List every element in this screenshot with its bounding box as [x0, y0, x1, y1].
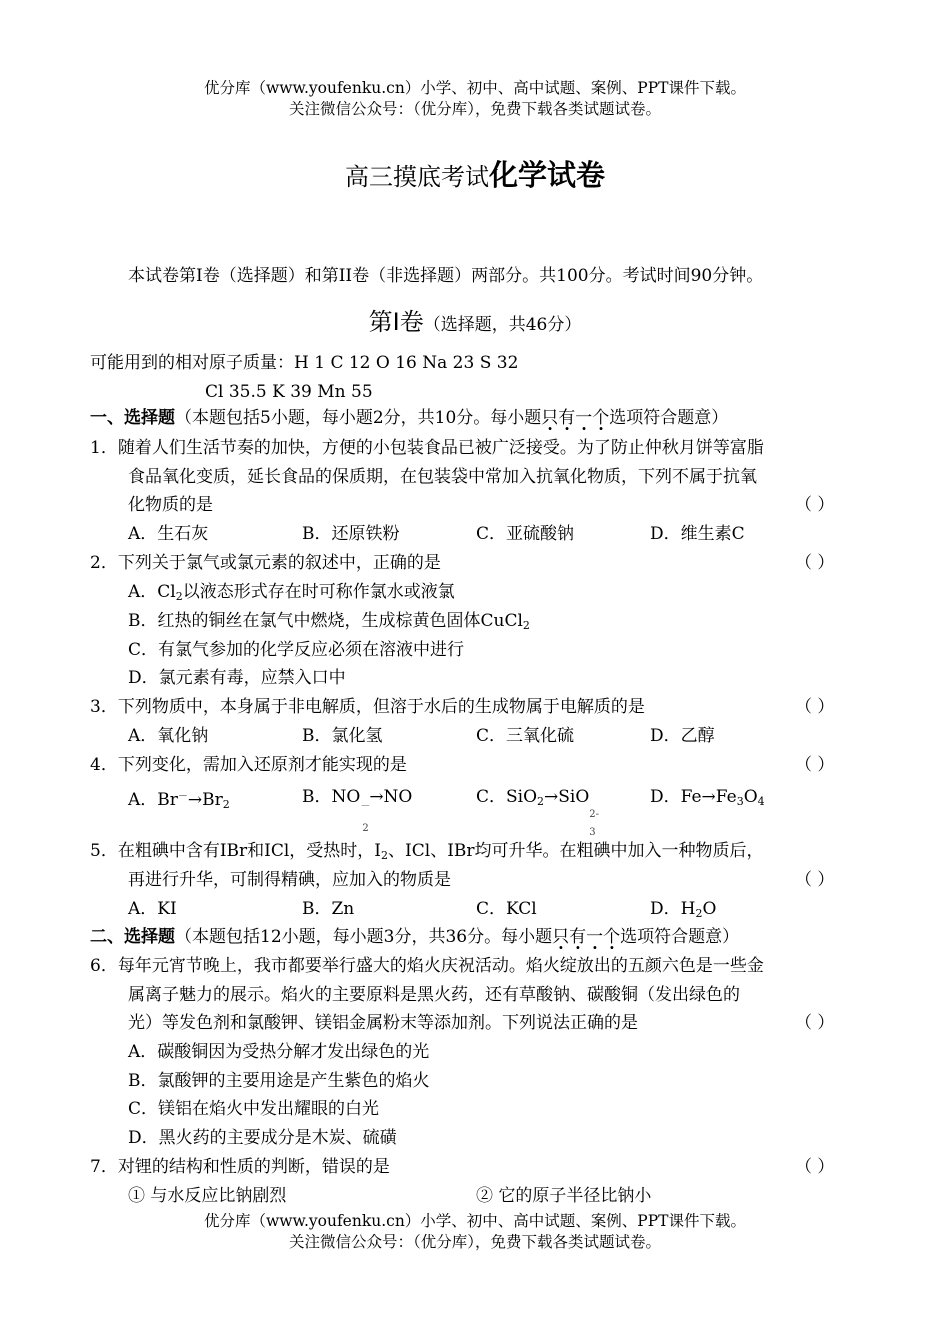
q5-option-d [650, 898, 716, 925]
q4-opt-c-mid: →SiO [544, 787, 590, 807]
section2-note-a: （本题包括12小题，每小题3分，共36分。每小题 [175, 927, 553, 947]
q4-opt-a-sup: － [177, 791, 188, 802]
q5-line1-b: 、ICl、IBr均可升华。在粗碘中加入一种物质后， [388, 841, 764, 861]
q5-option-a: A．KI [128, 899, 177, 919]
title-normal: 高三摸底考试 [344, 163, 489, 191]
q4-opt-b-sup: － [360, 801, 371, 812]
q4-opt-a-pre: A．Br [128, 790, 178, 810]
q4-opt-d-sub2: 4 [757, 795, 765, 808]
q2-option-d: D．氯元素有毒，应禁入口中 [128, 668, 346, 688]
q4-opt-c-sub1: 2 [537, 795, 545, 808]
emphasis-char: 有 [558, 408, 576, 428]
answer-paren: （ ） [795, 1157, 835, 1177]
q2-opt-a-sub: 2 [175, 590, 183, 603]
q3-option-c: C．三氧化硫 [476, 726, 575, 746]
q5-option-c: C．KCl [476, 899, 537, 919]
answer-paren: （ ） [795, 553, 835, 573]
q2-opt-b-pre: B．红热的铜丝在氯气中燃烧，生成棕黄色固体CuCl [128, 611, 523, 631]
answer-paren: （ ） [795, 870, 835, 890]
q5-opt-d-post: O [702, 899, 717, 919]
q2-stem: 2．下列关于氯气或氯元素的叙述中，正确的是 [90, 553, 441, 573]
atomic-masses-line1: 可能用到的相对原子质量：H 1 C 12 O 16 Na 23 S 32 [90, 353, 519, 373]
q5-opt-d-pre: D．H [650, 899, 696, 919]
q3-option-a: A．氧化钠 [128, 726, 209, 746]
q4-opt-b-post: →NO [369, 787, 413, 807]
q1-line1: 1．随着人们生活节奏的加快，方便的小包装食品已被广泛接受。为了防止仲秋月饼等富脂 [90, 438, 764, 458]
q4-opt-d-sub1: 3 [736, 795, 744, 808]
page-header-line2: 关注微信公众号：（优分库），免费下载各类试题试卷。 [288, 100, 661, 118]
q4-opt-d-pre: D．Fe→Fe [650, 787, 737, 807]
q4-opt-b-pre: B．NO [302, 787, 361, 807]
q6-line2: 属离子魅力的展示。焰火的主要原料是黑火药，还有草酸钠、碳酸铜（发出绿色的 [128, 985, 740, 1005]
q5-opt-d-sub: 2 [695, 907, 703, 920]
q4-opt-c-sup: 2- [589, 809, 600, 820]
q6-option-a: A．碳酸铜因为受热分解才发出绿色的光 [128, 1042, 430, 1062]
q4-stem: 4．下列变化，需加入还原剂才能实现的是 [90, 755, 407, 775]
q2-option-a [128, 581, 455, 608]
q1-line3: 化物质的是 [128, 495, 213, 515]
q5-line1-a: 5．在粗碘中含有IBr和ICl，受热时，I [90, 841, 382, 861]
page-footer-line1: 优分库（www.youfenku.cn）小学、初中、高中试题、案例、PPT课件下载。 [203, 1212, 747, 1230]
q1-line2: 食品氧化变质，延长食品的保质期，在包装袋中常加入抗氧化物质，下列不属于抗氧 [128, 467, 757, 487]
answer-paren: （ ） [795, 1013, 835, 1033]
q4-opt-d-mid: O [743, 787, 758, 807]
q1-option-c: C．亚硫酸钠 [476, 524, 575, 544]
q6-option-c: C．镁铝在焰火中发出耀眼的白光 [128, 1099, 380, 1119]
answer-paren: （ ） [795, 755, 835, 775]
exam-intro: 本试卷第I卷（选择题）和第II卷（非选择题）两部分。共100分。考试时间90分钟。 [128, 266, 764, 286]
q2-opt-a-post: 以液态形式存在时可称作氯水或液氯 [182, 582, 455, 602]
q2-option-b [128, 610, 530, 637]
q4-option-b [302, 786, 413, 834]
q6-option-b: B．氯酸钾的主要用途是产生紫色的焰火 [128, 1071, 430, 1091]
section2-label: 二、选择题 [90, 927, 175, 947]
emphasis-char: 个 [603, 927, 621, 947]
page-header-line1: 优分库（www.youfenku.cn）小学、初中、高中试题、案例、PPT课件下载。 [203, 79, 747, 97]
part1-heading [0, 307, 950, 340]
q7-stem: 7．对锂的结构和性质的判断，错误的是 [90, 1157, 390, 1177]
answer-paren: （ ） [795, 495, 835, 515]
section1-heading [90, 407, 728, 429]
q4-option-d [650, 786, 765, 813]
section1-label: 一、选择题 [90, 408, 175, 428]
q4-opt-a-sub: 2 [222, 798, 230, 811]
q2-opt-b-sub: 2 [522, 619, 530, 632]
q4-opt-c-sub2: 3 [589, 827, 596, 838]
q5-line2: 再进行升华，可制得精碘，应加入的物质是 [128, 870, 451, 890]
q7-item1: ① 与水反应比钠剧烈 [128, 1186, 287, 1206]
q3-option-b: B．氯化氢 [302, 726, 383, 746]
emphasis-char: 只 [541, 408, 559, 428]
q3-option-d: D．乙醇 [650, 726, 715, 746]
emphasis-char: 个 [592, 408, 610, 428]
title-bold: 化学试卷 [488, 158, 605, 192]
answer-paren: （ ） [795, 697, 835, 717]
section2-heading [90, 926, 739, 948]
q2-opt-a-pre: A．Cl [128, 582, 176, 602]
section2-note-b: 选项符合题意） [620, 927, 740, 947]
page-title [0, 158, 950, 194]
q4-option-c [476, 786, 603, 838]
part1-label: 第Ⅰ卷 [368, 308, 424, 336]
q2-option-c: C．有氯气参加的化学反应必须在溶液中进行 [128, 640, 465, 660]
page-footer-line2: 关注微信公众号：（优分库），免费下载各类试题试卷。 [288, 1233, 661, 1251]
emphasis-char: 只 [552, 927, 570, 947]
q6-line3: 光）等发色剂和氯酸钾、镁铝金属粉末等添加剂。下列说法正确的是 [128, 1013, 638, 1033]
emphasis-char: 一 [586, 927, 604, 947]
emphasis-char: 一 [575, 408, 593, 428]
q4-opt-b-sub: 2 [362, 823, 369, 834]
q4-option-a [128, 786, 230, 816]
q6-option-d: D．黑火药的主要成分是木炭、硫磺 [128, 1128, 397, 1148]
q7-item2: ② 它的原子半径比钠小 [476, 1186, 652, 1206]
q3-stem: 3．下列物质中，本身属于非电解质，但溶于水后的生成物属于电解质的是 [90, 697, 645, 717]
section1-note-b: 选项符合题意） [609, 408, 729, 428]
q5-line1-sub: 2 [381, 849, 389, 862]
q6-line1: 6．每年元宵节晚上，我市都要举行盛大的焰火庆祝活动。焰火绽放出的五颜六色是一些金 [90, 956, 764, 976]
q1-option-a: A．生石灰 [128, 524, 209, 544]
part1-note: （选择题，共46分） [423, 315, 582, 335]
q4-opt-a-mid: →Br [187, 790, 223, 810]
q5-line1 [90, 840, 764, 867]
q5-option-b: B．Zn [302, 899, 355, 919]
q4-opt-c-pre: C．SiO [476, 787, 538, 807]
section1-note-a: （本题包括5小题，每小题2分，共10分。每小题 [175, 408, 542, 428]
q1-option-d: D．维生素C [650, 524, 745, 544]
emphasis-char: 有 [569, 927, 587, 947]
atomic-masses-line2: Cl 35.5 K 39 Mn 55 [205, 382, 373, 402]
q1-option-b: B．还原铁粉 [302, 524, 400, 544]
